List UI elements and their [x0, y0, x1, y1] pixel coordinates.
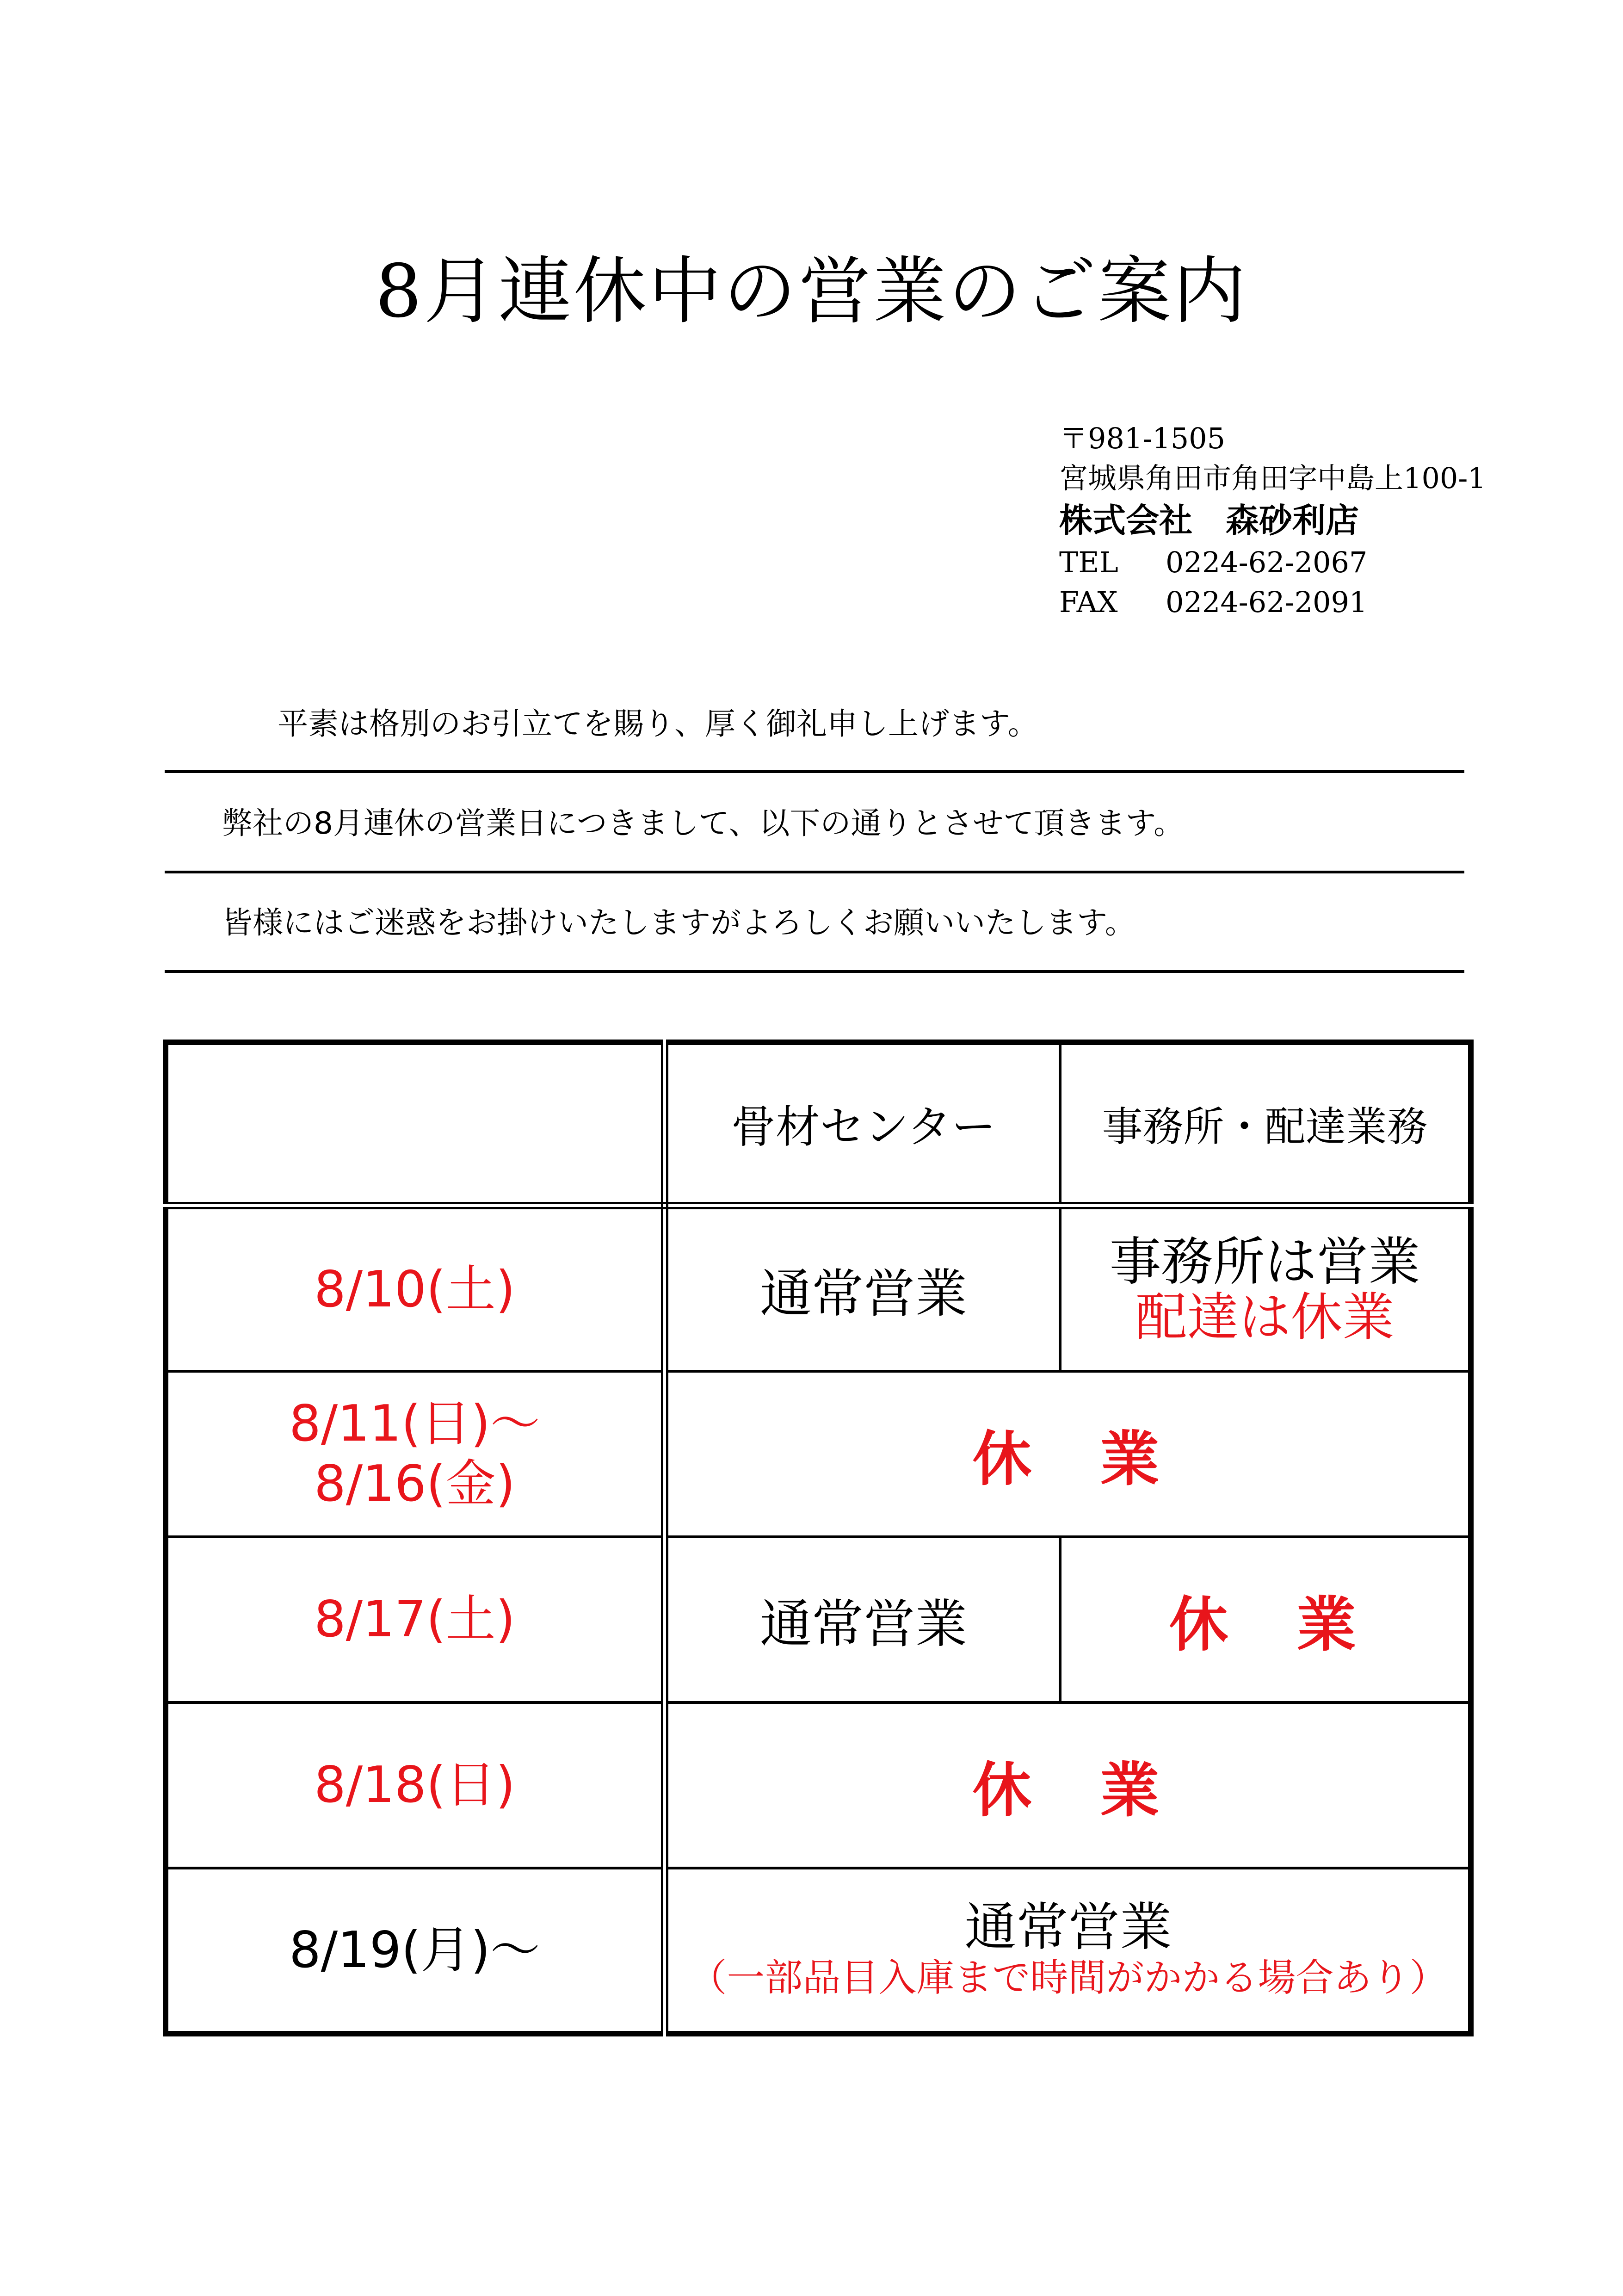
- intro-line-3: 皆様にはご迷惑をお掛けいたしますがよろしくお願いいたします。: [222, 905, 1135, 941]
- table-row: [166, 1868, 1471, 2034]
- date-cell: 8/10(土): [166, 1206, 665, 1371]
- header-blank-cell: [166, 1042, 665, 1206]
- date-cell: 8/11(日)～ 8/16(金): [166, 1371, 665, 1537]
- fax-line: [1059, 582, 1486, 622]
- sender-address-block: [1059, 419, 1486, 622]
- normal-business-cell: 通常営業 （一部品目入庫まで時間がかかる場合あり）: [665, 1868, 1471, 2034]
- date-cell: 8/18(日): [166, 1702, 665, 1868]
- date-cell: 8/17(土): [166, 1537, 665, 1702]
- center-status-cell: 通常営業: [665, 1537, 1060, 1702]
- schedule-table: [163, 1040, 1474, 2036]
- fax-label: FAX: [1059, 585, 1118, 619]
- intro-line-2: 弊社の8月連休の営業日につきまして、以下の通りとさせて頂きます。: [222, 805, 1185, 841]
- table-row: [166, 1702, 1471, 1868]
- divider-3: [165, 970, 1464, 973]
- postal-code: 〒981-1505: [1059, 421, 1226, 455]
- office-status-cell: 休 業: [1060, 1537, 1471, 1702]
- fax-number: 0224-62-2091: [1166, 585, 1368, 619]
- table-row: [166, 1206, 1471, 1371]
- divider-1: [165, 770, 1464, 773]
- center-status-cell: 通常営業: [665, 1206, 1060, 1371]
- tel-number: 0224-62-2067: [1166, 545, 1368, 579]
- tel-label: TEL: [1059, 545, 1118, 579]
- table-header-row: [166, 1042, 1471, 1206]
- header-aggregate-center: 骨材センター: [665, 1042, 1060, 1206]
- closed-cell: 休 業: [665, 1702, 1471, 1868]
- date-cell: 8/19(月)～: [166, 1868, 665, 2034]
- intro-line-1: 平素は格別のお引立てを賜り、厚く御礼申し上げます。: [278, 706, 1038, 742]
- table-row: [166, 1371, 1471, 1537]
- divider-2: [165, 871, 1464, 873]
- closed-cell: 休 業: [665, 1371, 1471, 1537]
- page-title: 8月連休中の営業のご案内: [375, 249, 1248, 334]
- street-address: 宮城県角田市角田字中島上100-1: [1059, 461, 1486, 495]
- office-status-cell: 事務所は営業 配達は休業: [1060, 1206, 1471, 1371]
- table-row: [166, 1537, 1471, 1702]
- company-name: 株式会社 森砂利店: [1059, 501, 1359, 540]
- header-office-delivery: 事務所・配達業務: [1060, 1042, 1471, 1206]
- tel-line: [1059, 543, 1486, 582]
